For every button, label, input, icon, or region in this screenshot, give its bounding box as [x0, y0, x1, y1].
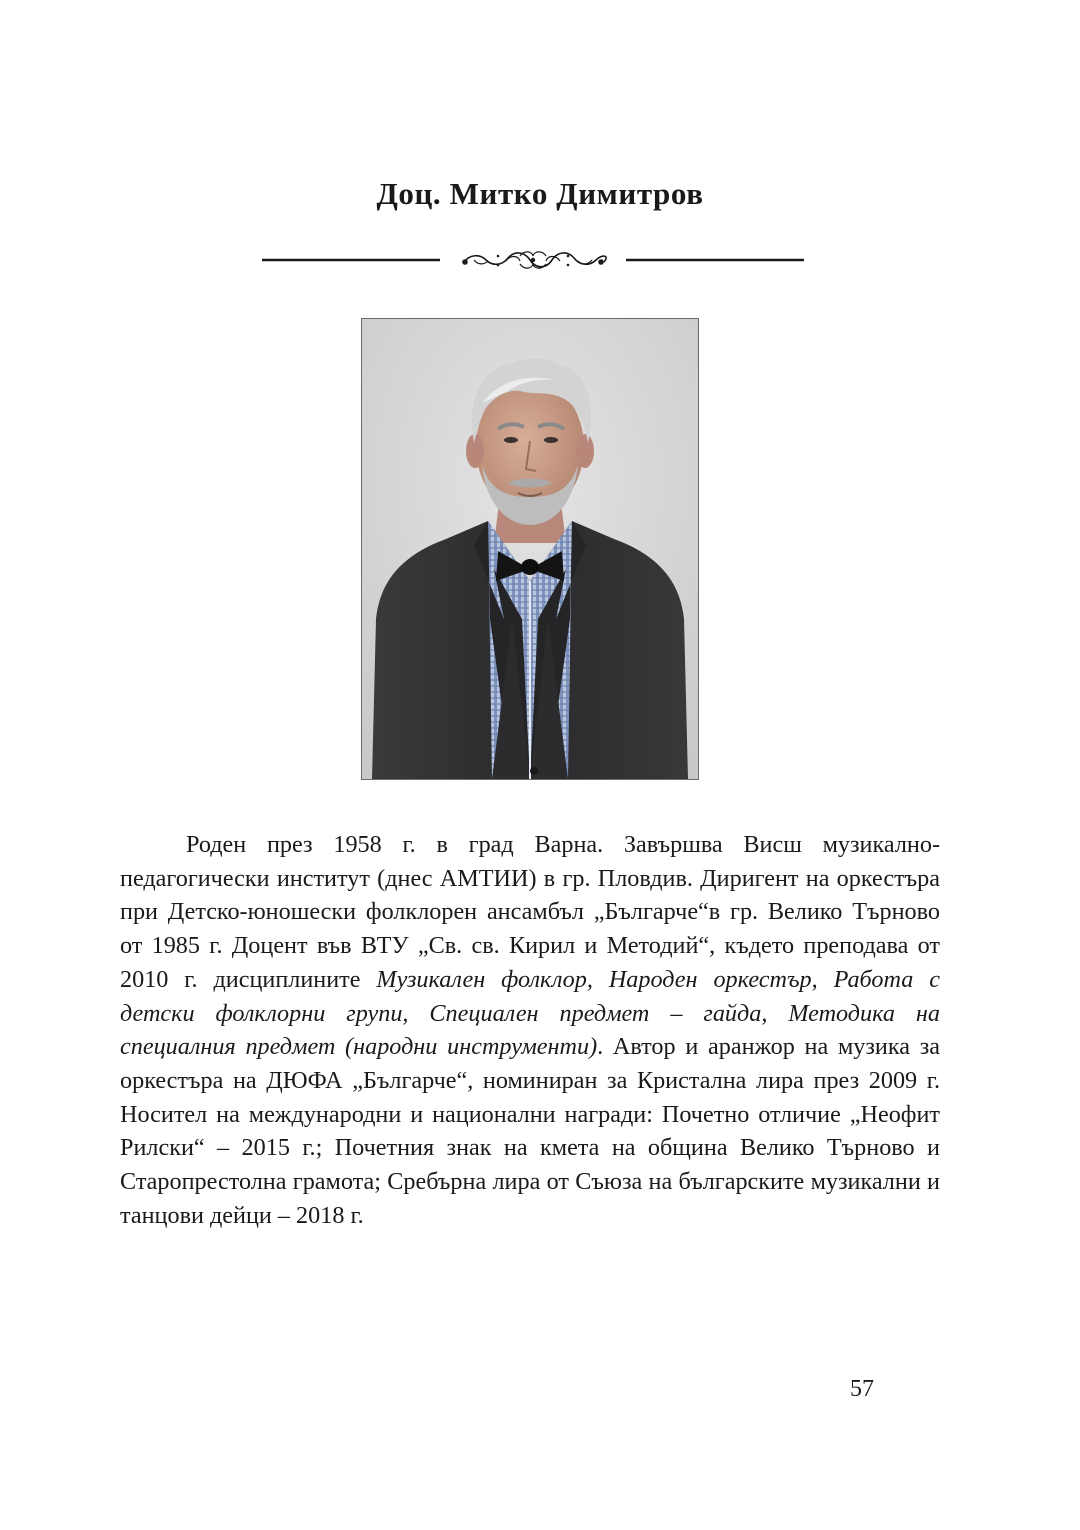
flourish-divider-icon [258, 243, 808, 277]
biography-text [120, 828, 940, 1232]
biography-text-part2: . Автор и аранжор на музика за оркестъра на ДЮФА „Българче“, номиниран за Кристална лира през 2009 г. Носител на международни и национални награди: Почетно отличие „Неофит Рилски“ – 2015 г.; Почетния знак на кмета на община Велико Търново и Старопрестолна грамота; Сребърна лира от Съюза на българските музикални и танцови дейци – 2018 г. [120, 1033, 940, 1229]
portrait-photo [361, 318, 699, 780]
page-number: 57 [850, 1376, 874, 1402]
portrait-photo-icon [362, 319, 698, 779]
biography-text-part1: Роден през 1958 г. в град Варна. Завършва Висш музикално-педагогически институт (днес АМТИИ) в гр. Пловдив. Диригент на оркестъра при Детско-юношески фолклорен ансамбъл „Българче“в гр. Велико Търново от 1985 г. Доцент във ВТУ „Св. св. Кирил и Методий“, където преподава от 2010 г. дисциплините [120, 831, 940, 993]
page-title: Доц. Митко Димитров [376, 176, 704, 211]
biography-courses-italic: Музикален фолклор, Народен оркестър, Работа с детски фолклорни групи, Специален предмет – гайда, Методика на специалния предмет (народни инструменти) [120, 965, 940, 1061]
